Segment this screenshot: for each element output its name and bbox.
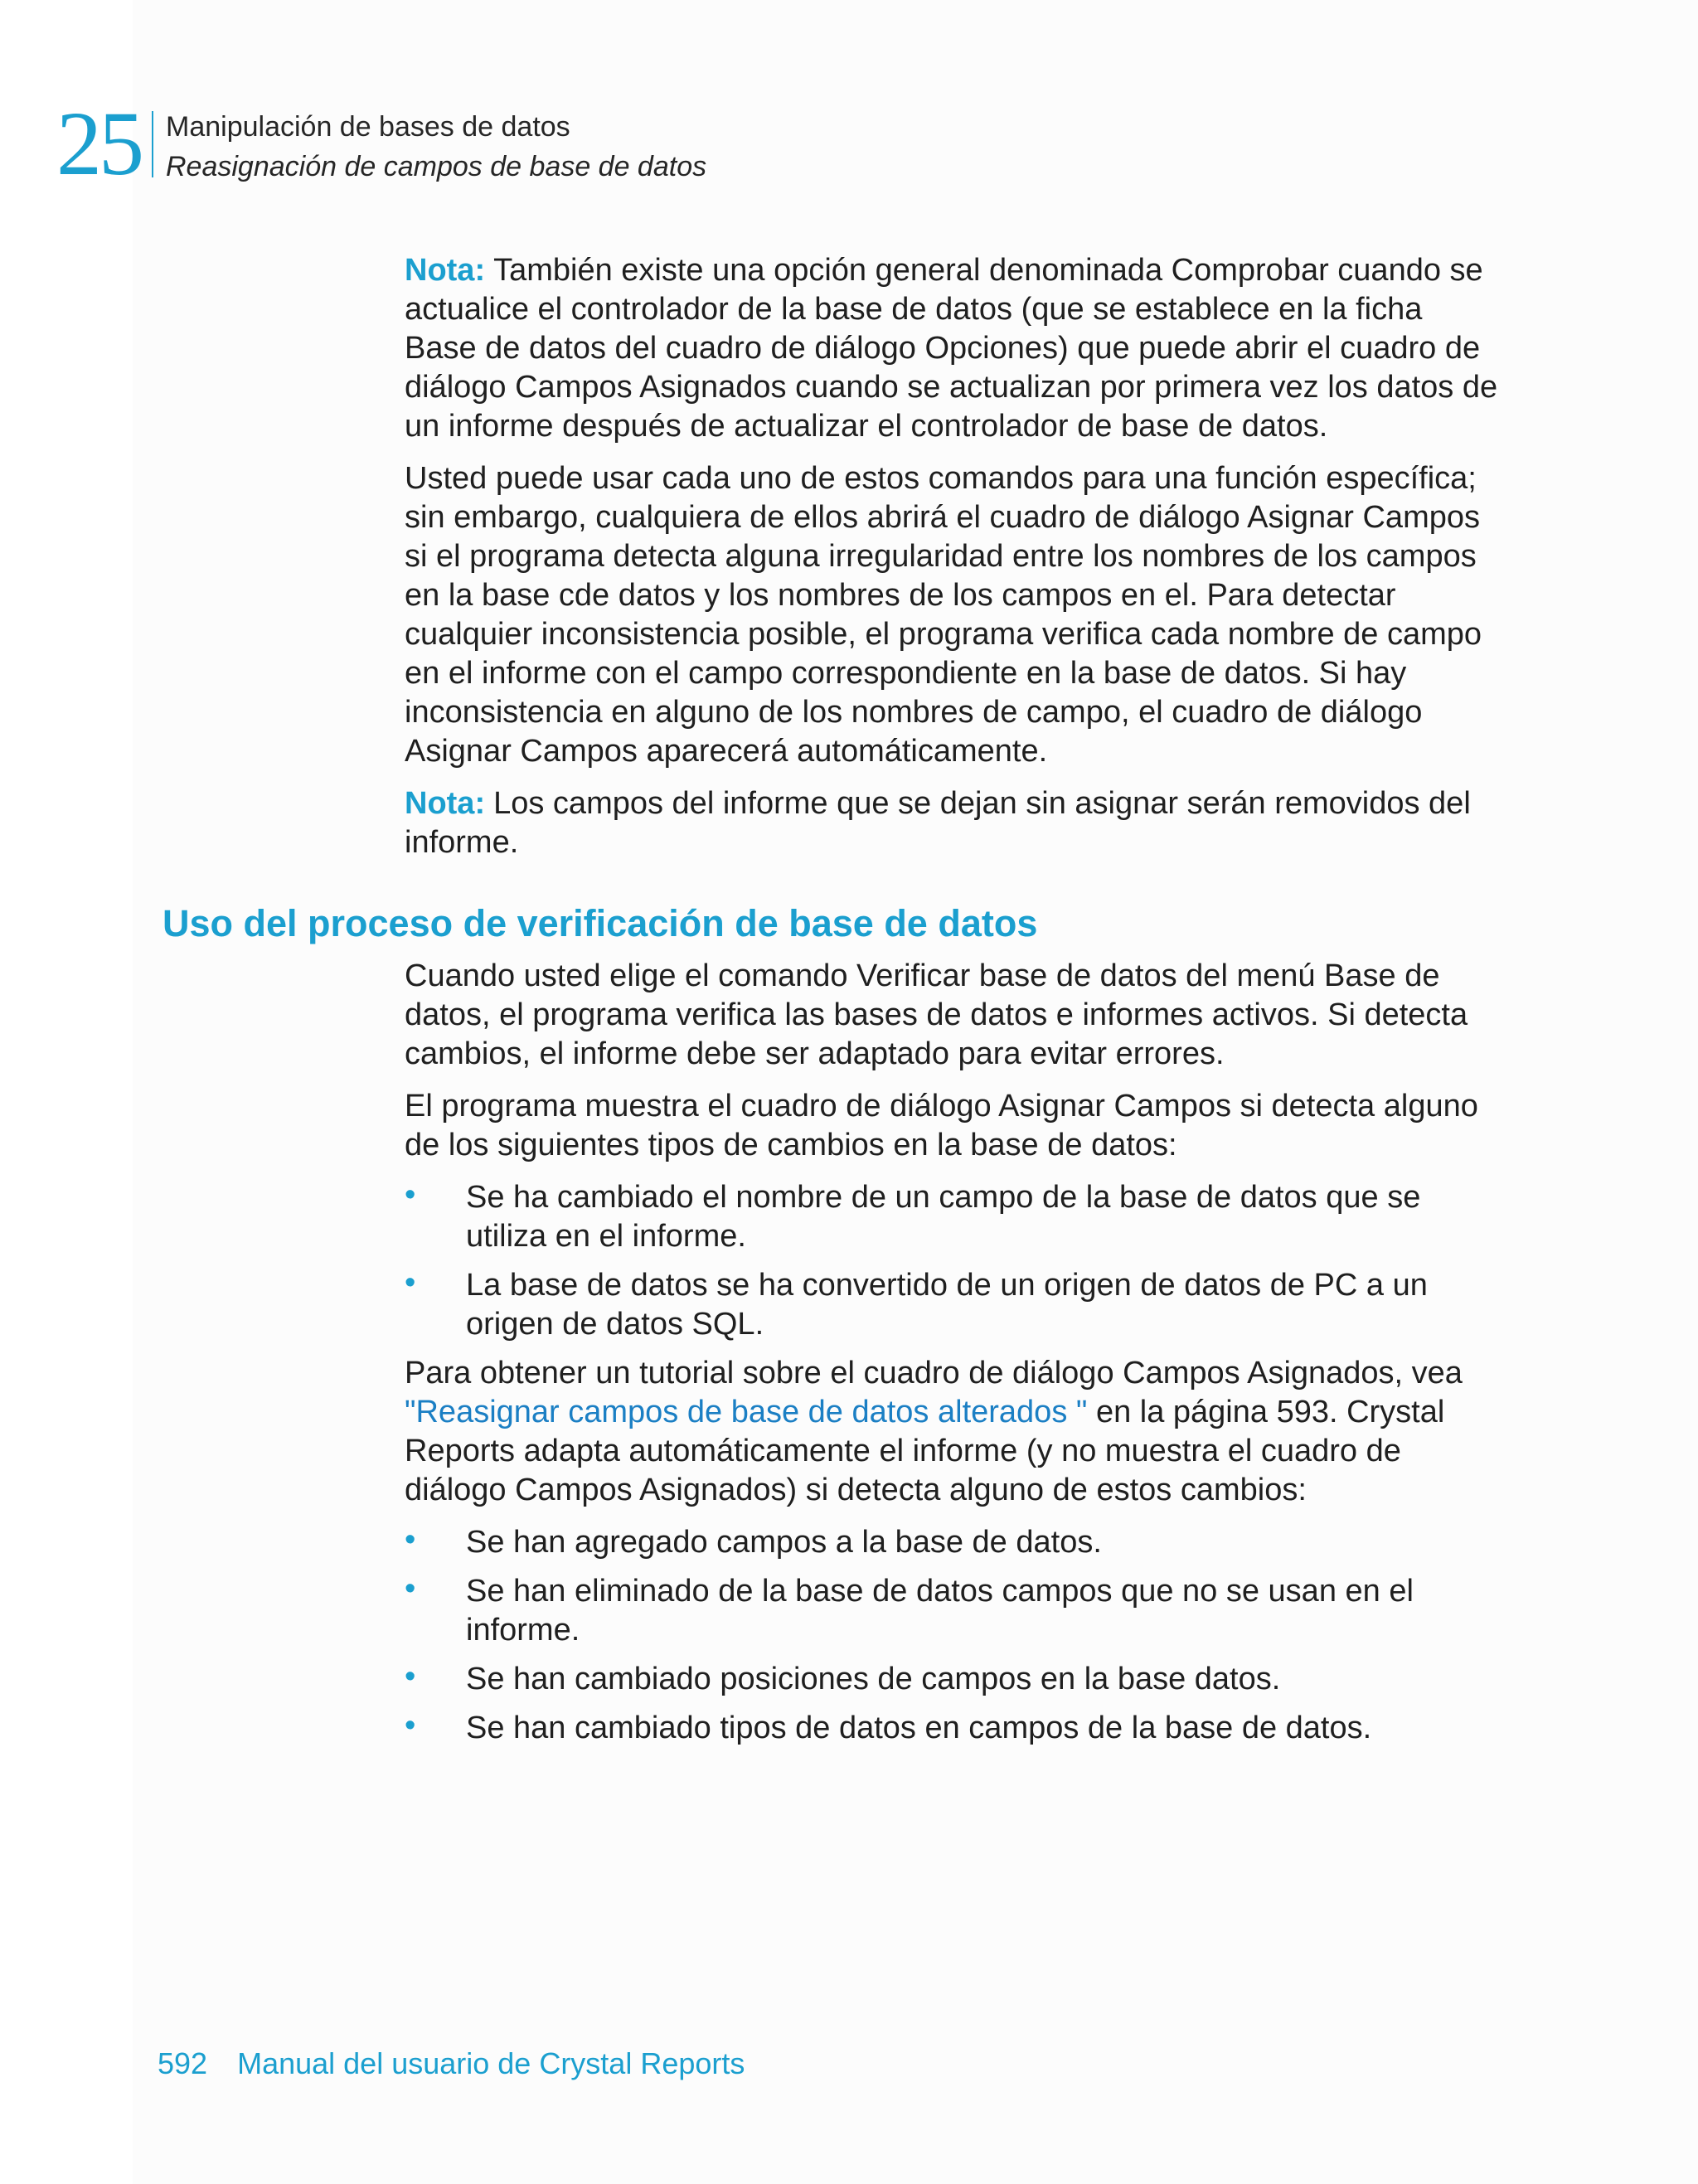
body-paragraph: El programa muestra el cuadro de diálogo Asignar Campos si detecta alguno de los siguientes tipos de cambios en la base de datos: <box>405 1089 1478 1162</box>
list-item <box>405 1709 1499 1748</box>
list-item-text: Se ha cambiado el nombre de un campo de la base de datos que se utiliza en el informe. <box>466 1180 1421 1254</box>
bullet-icon: • <box>405 1177 416 1212</box>
running-header-section: Reasignación de campos de base de datos <box>166 151 707 182</box>
page-number: 592 <box>158 2046 208 2080</box>
body-paragraph: Usted puede usar cada uno de estos comandos para una función específica; sin embargo, cualquiera de ellos abrirá el cuadro de diálogo Asignar Campos si el programa detecta alguna irregularidad entre los nombres de los campos en la base cde datos y los nombres de los campos en el. Para detectar cualquier inconsistencia posible, el programa verifica cada nombre de campo en el informe con el campo correspondiente en la base de datos. Si hay inconsistencia en alguno de los nombres de campo, el cuadro de diálogo Asignar Campos aparecerá automáticamente. <box>405 461 1482 769</box>
list-item-text: La base de datos se ha convertido de un origen de datos de PC a un origen de datos SQL. <box>466 1268 1428 1342</box>
note-label: Nota: <box>405 786 486 821</box>
note-paragraph <box>405 251 1499 446</box>
bullet-list <box>405 1523 1499 1748</box>
list-item <box>405 1178 1499 1256</box>
section-heading: Uso del proceso de verificación de base de datos <box>163 902 1038 944</box>
body-paragraph <box>405 1354 1499 1510</box>
list-item-text: Se han cambiado posiciones de campos en la base datos. <box>466 1662 1281 1696</box>
chapter-number: 25 <box>56 93 141 194</box>
bullet-icon: • <box>405 1571 416 1606</box>
cross-reference-link[interactable]: "Reasignar campos de base de datos alterados " <box>405 1395 1088 1429</box>
bullet-icon: • <box>405 1708 416 1743</box>
running-header-chapter: Manipulación de bases de datos <box>166 111 570 143</box>
section-body <box>405 957 1499 1758</box>
list-item <box>405 1523 1499 1562</box>
bullet-icon: • <box>405 1659 416 1694</box>
list-item-text: Se han agregado campos a la base de datos. <box>466 1525 1102 1560</box>
paragraph-text: Para obtener un tutorial sobre el cuadro de diálogo Campos Asignados, vea <box>405 1356 1463 1390</box>
note-paragraph <box>405 784 1499 862</box>
note-text: Los campos del informe que se dejan sin asignar serán removidos del informe. <box>405 786 1471 860</box>
list-item <box>405 1572 1499 1650</box>
list-item <box>405 1266 1499 1344</box>
list-item <box>405 1660 1499 1699</box>
intro-body <box>405 251 1499 876</box>
bullet-list <box>405 1178 1499 1344</box>
header-divider <box>152 111 153 177</box>
list-item-text: Se han eliminado de la base de datos campos que no se usan en el informe. <box>466 1574 1414 1648</box>
list-item-text: Se han cambiado tipos de datos en campos de la base de datos. <box>466 1711 1372 1745</box>
bullet-icon: • <box>405 1522 416 1557</box>
body-paragraph: Cuando usted elige el comando Verificar base de datos del menú Base de datos, el programa verifica las bases de datos e informes activos. Si detecta cambios, el informe debe ser adaptado para evitar errores. <box>405 959 1468 1071</box>
paragraph-text: en la página 593. Crystal Reports adapta automáticamente el informe (y no muestra el cuadro de diálogo Campos Asignados) si detecta alguno de estos cambios: <box>405 1395 1445 1507</box>
book-title: Manual del usuario de Crystal Reports <box>237 2046 745 2080</box>
bullet-icon: • <box>405 1265 416 1300</box>
note-label: Nota: <box>405 253 486 288</box>
note-text: También existe una opción general denominada Comprobar cuando se actualice el controlador de la base de datos (que se establece en la ficha Base de datos del cuadro de diálogo Opciones) que puede abrir el cuadro de diálogo Campos Asignados cuando se actualizan por primera vez los datos de un informe después de actualizar el controlador de base de datos. <box>405 253 1498 444</box>
page-footer <box>158 2046 745 2082</box>
